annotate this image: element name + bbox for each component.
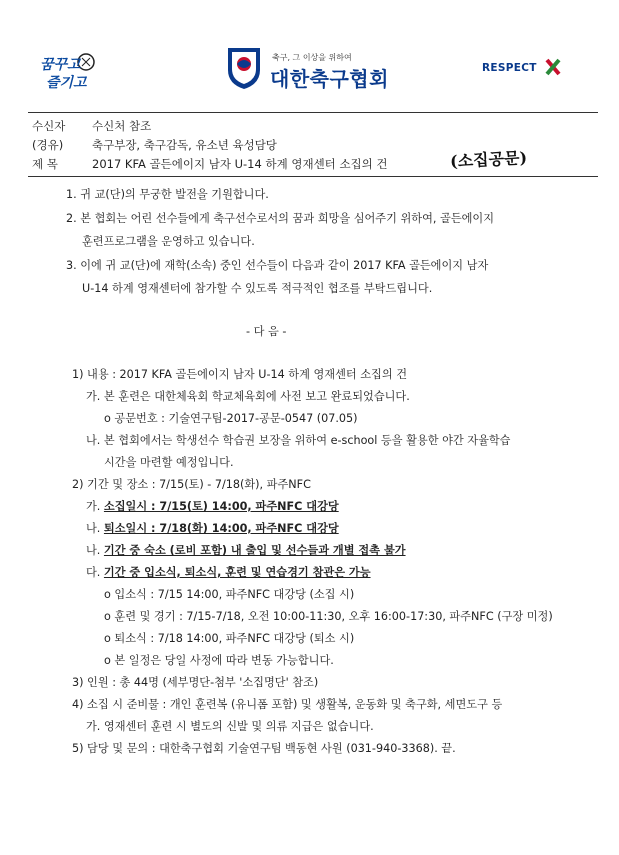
item-5: 5) 담당 및 문의 : 대한축구협회 기술연구팀 백동현 사원 (031-940-3368). 끝. — [72, 742, 456, 755]
respect-x-icon — [545, 58, 561, 76]
kfa-slogan: 축구, 그 이상을 위하여 — [272, 53, 352, 62]
paragraph-3a: 3. 이에 귀 교(단)에 재학(소속) 중인 선수들이 다음과 같이 2017 KFA 골든에이지 남자 — [66, 259, 489, 272]
logo-text-2: 즐기고 — [46, 75, 87, 91]
item-2-ra-prefix: 다. — [86, 566, 104, 579]
item-1-na-b: 시간을 마련할 예정입니다. — [104, 456, 234, 469]
item-1-ga-o: o 공문번호 : 기술연구팀-2017-공문-0547 (07.05) — [104, 412, 358, 425]
item-3: 3) 인원 : 총 44명 (세부명단-첨부 '소집명단' 참조) — [72, 676, 319, 689]
schedule-entry: o 입소식 : 7/15 14:00, 파주NFC 대강당 (소집 시) — [104, 588, 355, 601]
paragraph-2a: 2. 본 협회는 어린 선수들에게 축구선수로서의 꿈과 희망을 심어주기 위하여, 골든에이지 — [66, 212, 495, 225]
item-2-ra — [86, 566, 371, 580]
item-2-ga-text: 소집일시 : 7/15(토) 14:00, 파주NFC 대강당 — [103, 500, 339, 513]
respect-logo: RESPECT — [482, 62, 537, 74]
item-2-na-prefix: 나. — [86, 522, 104, 535]
header-divider-top — [28, 112, 598, 113]
item-2-ra-text: 기간 중 입소식, 퇴소식, 훈련 및 연습경기 참관은 가능 — [103, 566, 371, 579]
paragraph-1: 1. 귀 교(단)의 무궁한 발전을 기원합니다. — [66, 188, 269, 201]
recipient-label: 수신자 — [32, 119, 66, 133]
via-value: 축구부장, 축구감독, 유소년 육성담당 — [92, 138, 277, 152]
item-4: 4) 소집 시 준비물 : 개인 훈련복 (유니폼 포함) 및 생활복, 운동화 및 축구화, 세면도구 등 — [72, 698, 503, 711]
section-heading: - 다 음 - — [246, 325, 287, 338]
item-1: 1) 내용 : 2017 KFA 골든에이지 남자 U-14 하계 영재센터 소집의 건 — [72, 368, 408, 381]
tiger-shield-icon — [226, 44, 262, 90]
schedule-exit: o 퇴소식 : 7/18 14:00, 파주NFC 대강당 (퇴소 시) — [104, 632, 355, 645]
schedule-note: o 본 일정은 당일 사정에 따라 변동 가능합니다. — [104, 654, 334, 667]
dream-logo — [38, 48, 100, 96]
subject-label: 제 목 — [32, 157, 58, 171]
kfa-name: 대한축구협회 — [270, 67, 389, 91]
item-2-na-text: 퇴소일시 : 7/18(화) 14:00, 파주NFC 대강당 — [103, 522, 339, 535]
paragraph-2b: 훈련프로그램을 운영하고 있습니다. — [82, 235, 255, 248]
header-divider-bottom — [28, 176, 598, 177]
kfa-emblem — [226, 44, 262, 90]
handwritten-stamp: (소집공문) — [449, 147, 528, 171]
item-1-ga: 가. 본 훈련은 대한체육회 학교체육회에 사전 보고 완료되었습니다. — [86, 390, 410, 403]
item-2-ga — [86, 500, 339, 514]
item-2-da-text: 기간 중 숙소 (로비 포함) 내 출입 및 선수들과 개별 접촉 불가 — [103, 544, 406, 557]
subject-value: 2017 KFA 골든에이지 남자 U-14 하계 영재센터 소집의 건 — [92, 157, 388, 171]
item-1-na-a: 나. 본 협회에서는 학생선수 학습권 보장을 위하여 e-school 등을 활용한 야간 자율학습 — [86, 434, 511, 447]
item-2: 2) 기간 및 장소 : 7/15(토) - 7/18(화), 파주NFC — [72, 478, 311, 491]
item-2-da-prefix: 나. — [86, 544, 104, 557]
via-label: (경유) — [32, 138, 64, 152]
schedule-training: o 훈련 및 경기 : 7/15-7/18, 오전 10:00-11:30, 오후 16:00-17:30, 파주NFC (구장 미정) — [104, 610, 553, 623]
logo-text-1: 꿈꾸고 — [40, 57, 81, 73]
item-2-ga-prefix: 가. — [86, 500, 104, 513]
item-2-da — [86, 544, 406, 558]
paragraph-3b: U-14 하계 영재센터에 참가할 수 있도록 적극적인 협조를 부탁드립니다. — [82, 282, 433, 295]
item-4-ga: 가. 영재센터 훈련 시 별도의 신발 및 의류 지급은 없습니다. — [86, 720, 374, 733]
recipient-value: 수신처 참조 — [92, 119, 152, 133]
item-2-na — [86, 522, 339, 536]
